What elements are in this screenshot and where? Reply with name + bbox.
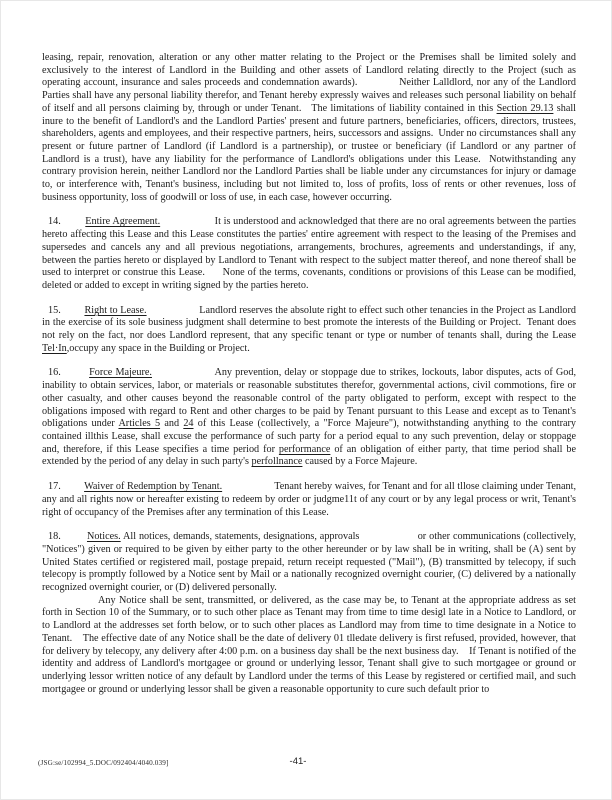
underlined-text: Articles 5 [118,418,161,430]
underlined-text: Force Majeure. [89,367,152,379]
text-segment: 15. [48,304,85,316]
underlined-text: 24 [183,418,194,430]
text-segment: Landlord reserves the absolute right to effect such other tenancies in the Project as Landlord in the exercise of its sole business judgment shall determine to best promote the interests of the Building or Project. Tenant does not rely on the fact, nor does Landlord represent, that any specific tenant or type or number of tenants shall, during the Lease [42,304,576,342]
underlined-text: performance [278,443,331,455]
text-segment: of an obligation of either party, that time period shall be extended by the period of any delay in such party's [42,443,576,468]
section-16-force-majeure [42,367,576,469]
text-segment: It is understood and acknowledged that there are no oral agreements between the parties hereto affecting this Lease and this Lease constitutes the parties' entire agreement with respect to the leasing of the Premises and supersedes and cancels any and all previous negotiations, arrangements, brochures, agreements and understandings, if any, between the parties hereto or displayed by Landlord to Tenant with respect to the subject matter thereof, and none thereof shall be used to interpret or construe this Lease. None of the terms, covenants, conditions or provisions of this Lease can be modified, deleted or added to except in writing signed by the parties hereto. [42,216,576,291]
text-segment: leasing, repair, renovation, alteration or any other matter relating to the Project or the Premises shall be limited solely and exclusively to the interest of Landlord in the Building and other assets of Landlord relating directly to the Project (such as operating account, insurance and sales proceeds and condemnation awards). Neither Lalldlord, nor any of the Landlord Parties shall have any personal liability therefor, and Tenant hereby expressly waives and releases such personal liability on behalf of itself and all persons claiming by, through or under Tenant. The limitations of liability contained in this [42,52,576,114]
underlined-text: Waiver of Redemption by Tenant. [84,481,223,493]
text-segment: caused by a Force Majeure. [302,456,418,468]
underlined-text: Notices. [86,531,121,543]
underlined-text: Tel·In [42,342,67,354]
text-segment: 18. [48,531,87,543]
text-segment: 16. [48,367,90,379]
text-segment: Tenant hereby waives, for Tenant and for all tllose claiming under Tenant, any and all rights now or hereafter existing to redeem by order or judgme11t of any court or by any legal process or writ, Tenant's right of occupancy of the Premises after any termination of this Lease. [42,481,576,518]
underlined-text: Right to Lease. [84,304,147,316]
text-segment: All notices, demands, statements, designations, approvals or other communications (collectively, "Notices") given or required to be given by either party to the other hereunder or by law shall be in writing, shall be (A) sent by United States certified or registered mail, postage prepaid, return receipt requested ("Mail"), (B) transmitted by telecopy, if such telecopy is promptly followed by a Notice sent by Mail or a nationally recognized overnight courier, (C) delivered by a nationally recognized overnight courier, or (D) delivered personally. [42,531,577,594]
text-segment: Any prevention, delay or stoppage due to strikes, lockouts, labor disputes, acts of God, inability to obtain services, labor, or materials or reasonable substitutes therefor, governmental actions, civil commotions, fire or other casualty, and other causes beyond the reasonable control of the party obligated to perform, except with respect to the obligations imposed with regard to Rent and other charges to be paid by Tenant pursuant to this Lease and except as to Tenant's obligations under [42,367,577,430]
text-segment: of this Lease (collectively, a "Force Majeure"), notwithstanding anything to the contrary contained illthis Lease, shall excuse the performance of such party for a period equal to any such prevention, delay or stoppage and, therefore, if this Lease specifies a time period for [42,418,576,455]
section-18-notices [42,531,576,595]
text-segment: shall inure to the benefit of Landlord's and the Landlord Parties' present and future partners, beneficiaries, officers, directors, trustees, shareholders, agents and employees, and their respective partners, heirs, successors and assigns. Under no circumstances shall any present or future partner of Landlord (if Landlord is a partnership), or trustee or beneficiary (if Landlord or any partner of Landlord is a trust), have any liability for the performance of Landlord's obligations under this Lease. Notwithstanding any contrary provision herein, neither Landlord nor the Landlord Parties shall be liable under any circumstances for injury or damage to, or interference with, Tenant's business, including but not limited to, loss of profits, loss of rents or other revenues, loss of business opportunity, loss of goodwill or loss of use, in each case, however occurring. [42,102,576,203]
text-segment: 14. [48,216,86,228]
underlined-text: perfollnance [251,456,303,468]
section-15-right-to-lease [42,305,576,356]
paragraph-limitation-of-liability-continuation [42,52,576,204]
page-number: -41- [289,756,307,767]
text-segment: ,occupy any space in the Building or Project. [66,342,250,354]
underlined-text: Entire Agreement. [85,216,161,228]
underlined-text: Section 29.13 [496,102,554,114]
document-body [42,52,576,696]
document-reference: (JSG:se/102994_5.DOC/092404/4040.039] [38,759,169,767]
page-footer [0,755,612,771]
section-17-waiver-of-redemption-by-tenant [42,481,576,519]
section-18-notices-continuation [42,595,576,697]
text-segment: Any Notice shall be sent, transmitted, or delivered, as the case may be, to Tenant at the appropriate address as set forth in Section 10 of the Summary, or to such other place as Tenant may from time to time desigl late in a Notice to Landlord, or to Landlord at the addresses set forth below, or to such other places as Landlord may from time to time designate in a Notice to Tenant. The effective date of any Notice shall be the date of delivery 01 tlledate delivery is first refused, provided, however, that for delivery by telecopy, any delivery after 4:00 p.m. on a business day shall be the next business day. If Tenant is notified of the identity and address of Landlord's mortgagee or ground or underlying lessor, Tenant shall give to such mortgagee or ground or underlying lessor written notice of any default by Landlord under the terms of this Lease by registered or certified mail, and such mortgagee or ground or underlying lessor shall be given a reasonable opportunity to cure such default prior to [42,594,576,695]
section-14-entire-agreement [42,216,576,292]
text-segment: and [160,418,184,430]
text-segment: 17. [48,481,85,493]
